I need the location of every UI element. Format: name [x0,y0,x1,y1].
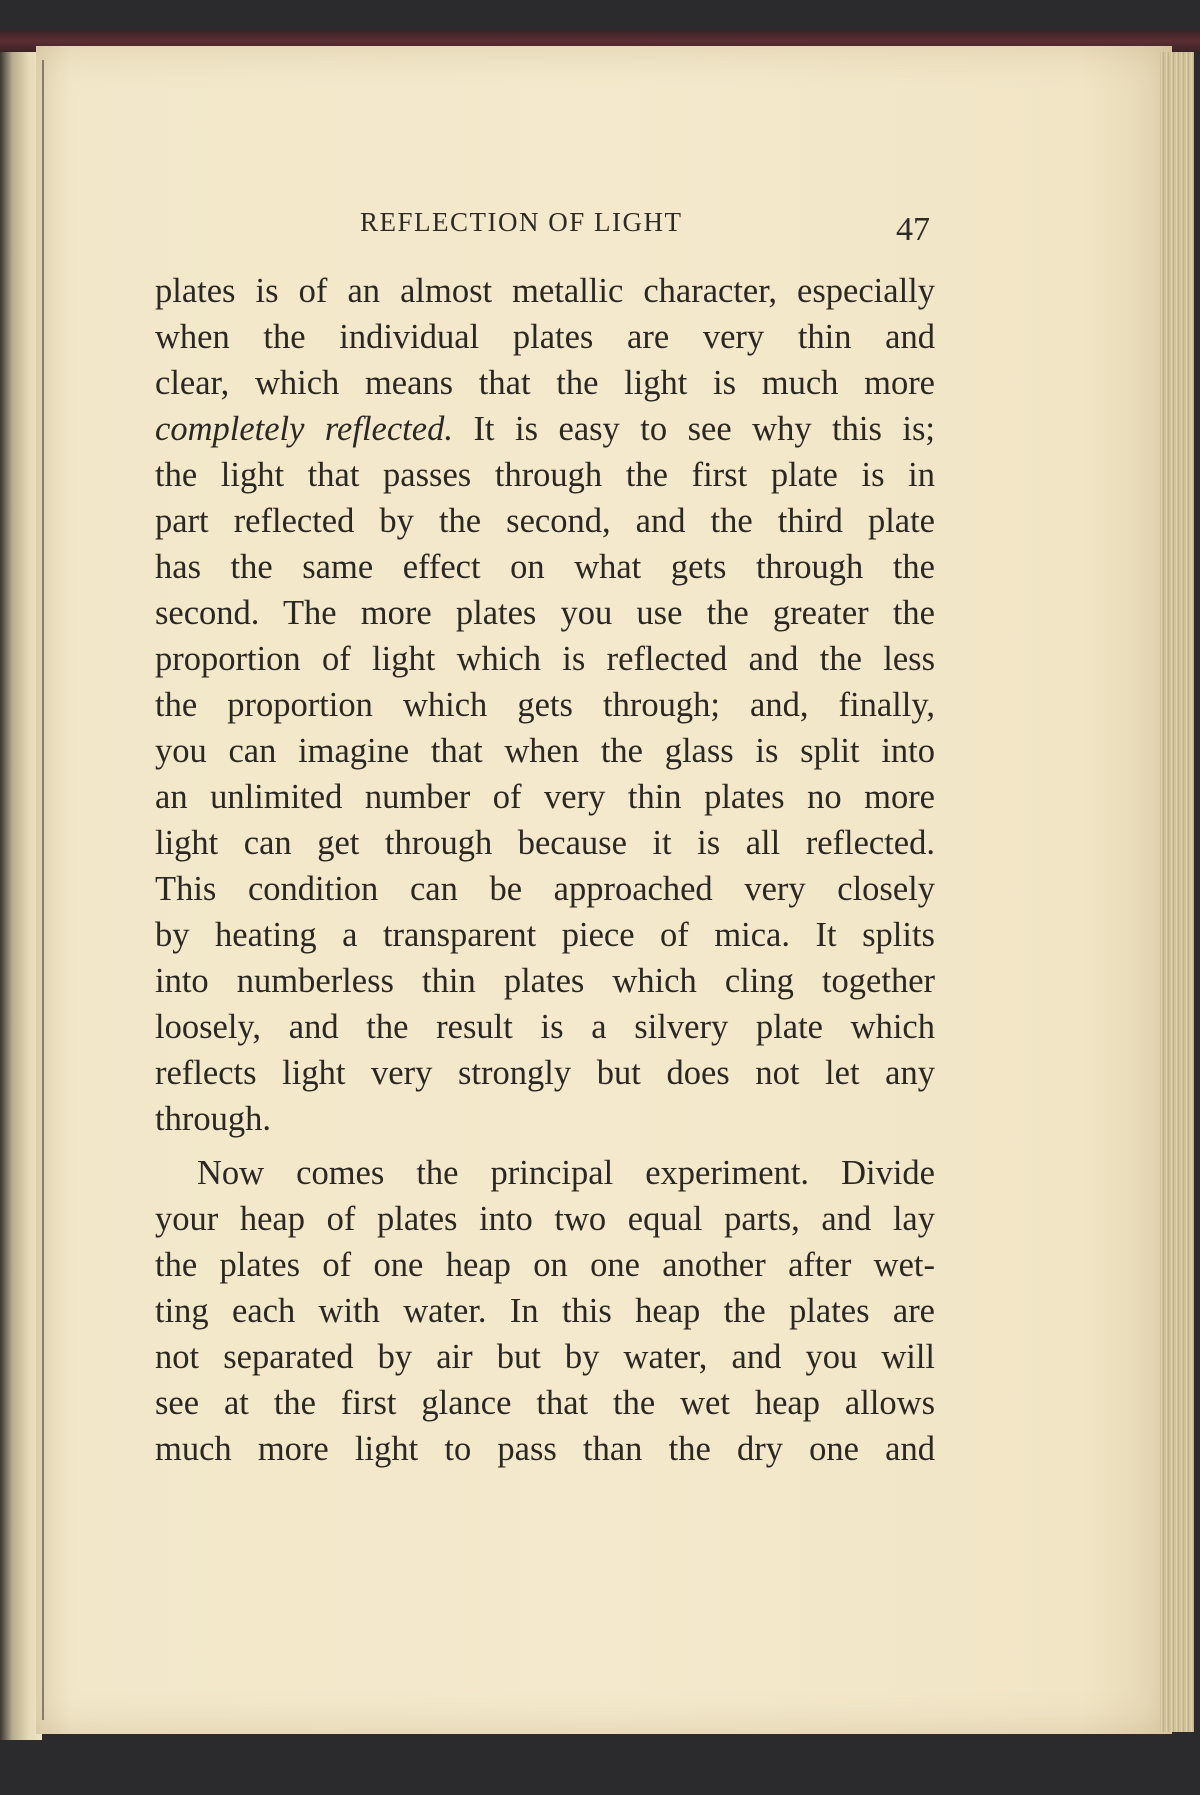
text-line: see at the first glance that the wet heap allows [155,1384,935,1422]
text-line: the light that passes through the first plate is in [155,456,935,494]
text-line: by heating a transparent piece of mica. It splits [155,916,935,954]
text-line: plates is of an almost metallic character, especially [155,272,935,310]
text-line: not separated by air but by water, and you will [155,1338,935,1376]
text-line: Now comes the principal experiment. Divide [197,1154,935,1192]
text-line-with-italic [155,406,935,452]
page-number: 47 [896,211,930,248]
text-line: clear, which means that the light is much more [155,364,935,402]
text-line: reflects light very strongly but does not let any [155,1054,935,1092]
text-line: second. The more plates you use the greater the [155,594,935,632]
body-text [155,268,935,1472]
text-line: proportion of light which is reflected and the less [155,640,935,678]
text-line: loosely, and the result is a silvery plate which [155,1008,935,1046]
text-line: when the individual plates are very thin and [155,318,935,356]
text-line: through. [155,1100,271,1138]
text-line: you can imagine that when the glass is split into [155,732,935,770]
paragraph-2 [155,1150,935,1472]
paragraph-gap [155,1142,935,1150]
paragraph-1 [155,268,935,1142]
text-line: much more light to pass than the dry one and [155,1430,935,1468]
text-line: the plates of one heap on one another after wet- [155,1246,935,1284]
gutter-line [42,60,44,1720]
text-line: light can get through because it is all reflected. [155,824,935,862]
italic-phrase: completely reflected. [155,410,453,448]
right-page-edges [1160,52,1194,1732]
text-line: part reflected by the second, and the third plate [155,502,935,540]
text-line: This condition can be approached very closely [155,870,935,908]
text-line: the proportion which gets through; and, finally, [155,686,935,724]
text-line: an unlimited number of very thin plates no more [155,778,935,816]
text-line: your heap of plates into two equal parts, and lay [155,1200,935,1238]
text-line: into numberless thin plates which cling together [155,962,935,1000]
text-fragment: It is easy to see why this is; [452,410,936,448]
text-line: has the same effect on what gets through the [155,548,935,586]
text-line: ting each with water. In this heap the plates are [155,1292,935,1330]
running-head-title: REFLECTION OF LIGHT [360,207,683,237]
